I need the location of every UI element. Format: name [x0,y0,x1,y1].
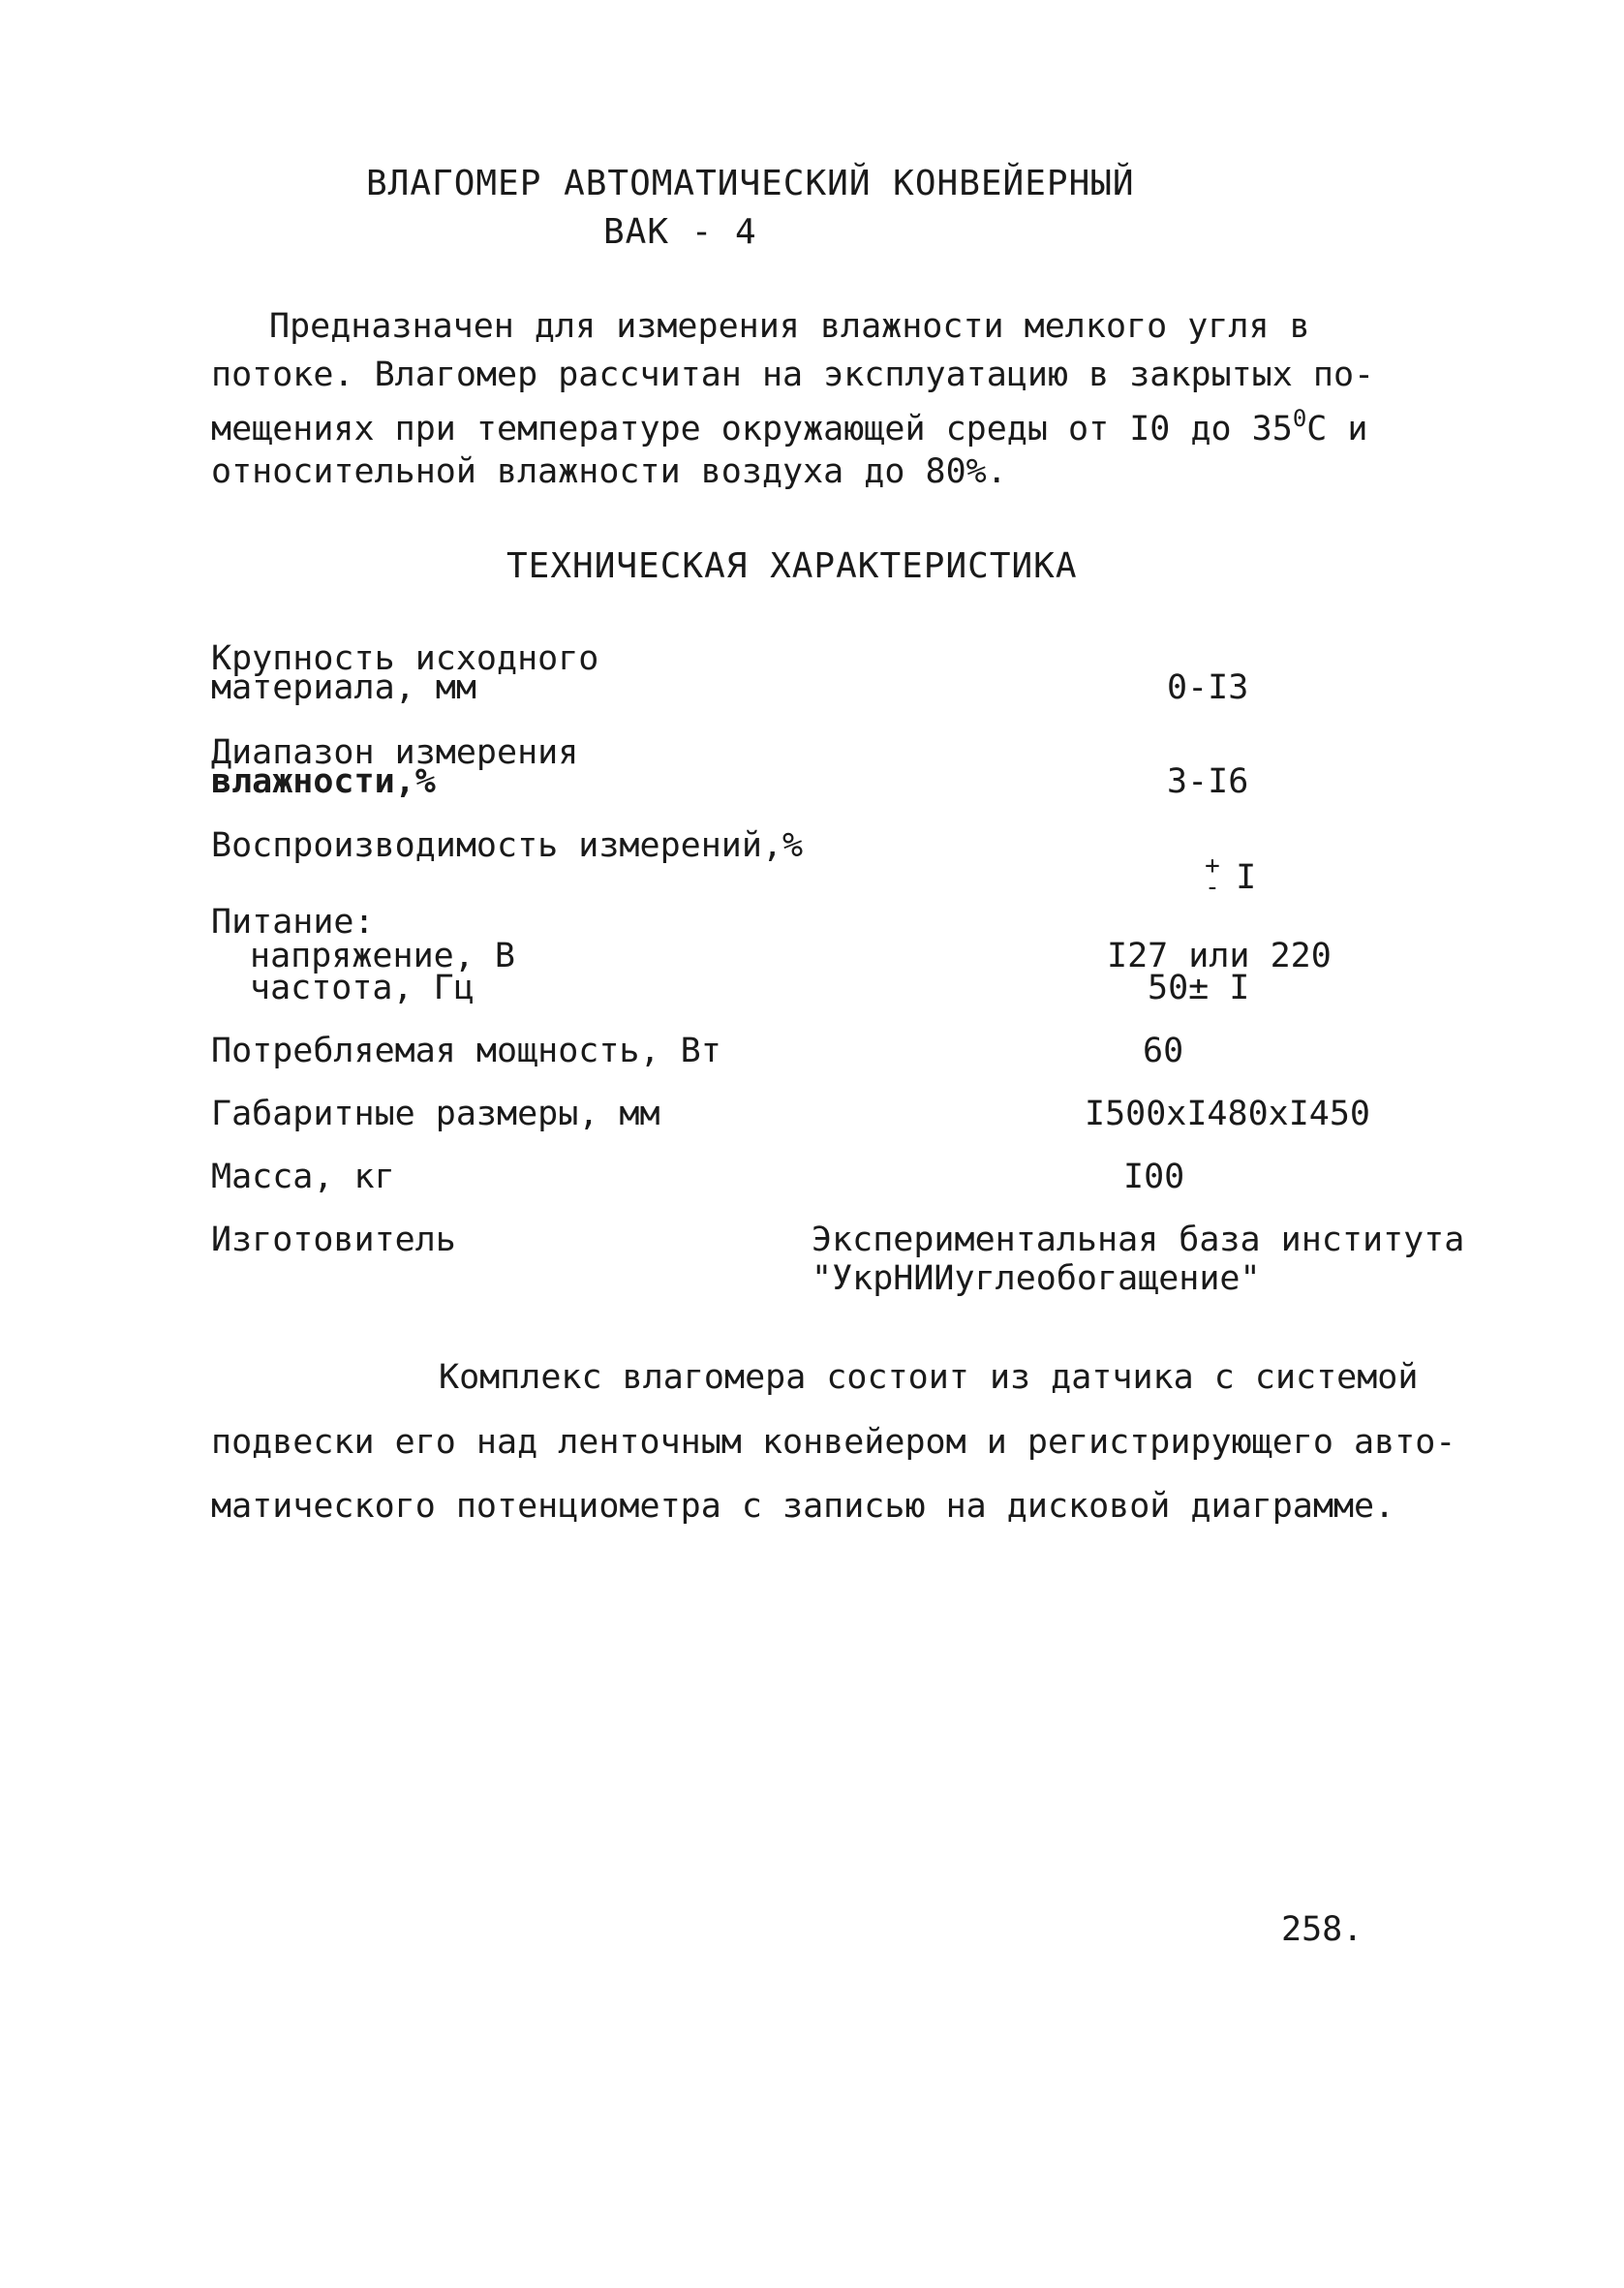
model-name: ВАК - 4 [603,212,757,252]
page-number: 258. [1281,1910,1364,1949]
closing-line-1: Комплекс влагомера состоит из датчика с системой [439,1358,1419,1397]
spec-freq-value: 50± I [1148,969,1250,1007]
spec-repro-value-group [1164,825,1257,902]
spec-mass-value: I00 [1123,1158,1185,1196]
spec-consumption-value: 60 [1143,1032,1184,1070]
spec-voltage-label: напряжение, В [250,937,515,975]
spec-voltage-value: I27 или 220 [1107,937,1332,975]
spec-consumption-label: Потребляемая мощность, Вт [211,1032,721,1070]
spec-maker-value-1: Экспериментальная база института [812,1221,1465,1259]
spec-size-label-2: материала, мм [211,668,476,707]
spec-range-value: 3-I6 [1167,762,1249,801]
spec-dims-label: Габаритные размеры, мм [211,1095,660,1133]
spec-power-label: Питание: [211,903,375,942]
closing-line-3: матического потенциометра с записью на дисковой диаграмме. [211,1487,1395,1526]
plus-sign: + [1205,851,1220,881]
closing-line-2: подвески его над ленточным конвейером и регистрирующего авто- [211,1423,1456,1462]
intro-line-3-unit: С и [1306,410,1368,448]
spec-repro-value: I [1236,858,1257,897]
spec-repro-label: Воспроизводимость измерений,% [211,826,804,865]
spec-maker-value-2: "УкрНИИуглеобогащение" [812,1259,1261,1298]
minus-sign: - [1205,873,1220,902]
spec-dims-value: I500xI480xI450 [1085,1095,1371,1133]
intro-line-3-text: мещениях при температуре окружающей среды от I0 до 35 [211,410,1293,448]
spec-maker-label: Изготовитель [211,1221,456,1259]
plus-minus-sign [1205,851,1226,902]
spec-range-label-1: Диапазон измерения [211,733,579,772]
section-heading: ТЕХНИЧЕСКАЯ ХАРАКТЕРИСТИКА [506,546,1078,586]
spec-mass-label: Масса, кг [211,1158,395,1196]
degree-mark: 0 [1292,405,1307,432]
intro-line-4: относительной влажности воздуха до 80%. [211,452,1007,491]
spec-range-label-2: влажности,% [211,762,436,801]
spec-size-value: 0-I3 [1167,668,1249,707]
spec-size-label-1: Крупность исходного [211,639,599,678]
intro-line-3 [211,407,1367,447]
document-title: ВЛАГОМЕР АВТОМАТИЧЕСКИЙ КОНВЕЙЕРНЫЙ [366,164,1135,203]
intro-line-2: потоке. Влагомер рассчитан на эксплуатацию в закрытых по- [211,356,1375,394]
spec-freq-label: частота, Гц [250,969,475,1007]
intro-line-1: Предназначен для измерения влажности мелкого угля в [269,307,1310,346]
